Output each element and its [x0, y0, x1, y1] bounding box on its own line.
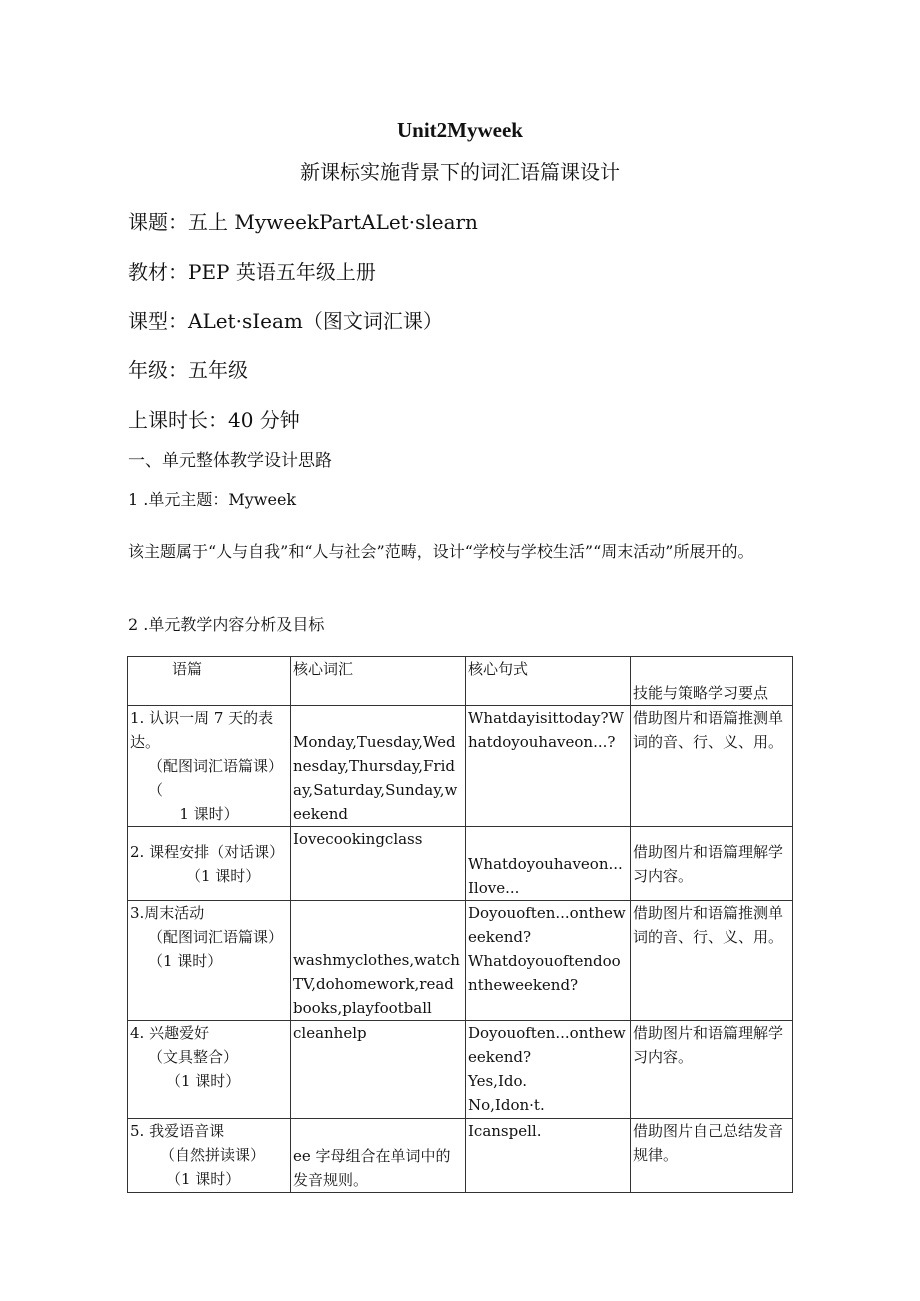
item-content-analysis: 2 .单元教学内容分析及目标: [128, 615, 325, 634]
row-text-cell: 1. 认识一周 7 天的表达。 （配图词汇语篇课）（ 1 课时）: [128, 706, 291, 827]
row-sentence-cell: Whatdoyouhaveon... Ilove...: [466, 827, 631, 901]
table-row: [128, 827, 793, 901]
table-row: [128, 706, 793, 827]
meta-topic: 课题：五上 MyweekPartALet·slearn: [128, 210, 478, 234]
header-cell: 核心词汇: [291, 657, 466, 706]
item-unit-theme: 1 .单元主题：Myweek: [128, 490, 297, 509]
meta-grade: 年级：五年级: [128, 358, 248, 382]
meta-textbook: 教材：PEP 英语五年级上册: [128, 260, 376, 284]
meta-lesson-type: 课型：ALet·sIeam（图文词汇课）: [128, 309, 443, 333]
table-header-row: [128, 657, 793, 706]
row-skills-cell: 借助图片和语篇理解学习内容。: [631, 1021, 793, 1119]
row-vocab-cell: ee 字母组合在单词中的发音规则。: [291, 1119, 466, 1193]
row-skills-cell: 借助图片和语篇理解学习内容。: [631, 827, 793, 901]
row-vocab-cell: Monday,Tuesday,Wednesday,Thursday,Friday,Saturday,Sunday,weekend: [291, 706, 466, 827]
section-heading: 一、单元整体教学设计思路: [128, 451, 332, 471]
row-sentence-cell: Doyouoften...ontheweekend? Whatdoyouoftendoontheweekend?: [466, 901, 631, 1021]
table-row: [128, 1021, 793, 1119]
theme-paragraph: 该主题属于“人与自我”和“人与社会”范畴，设计“学校与学校生活”“周末活动”所展开的。: [128, 542, 754, 561]
unit-content-table: [127, 656, 793, 1193]
row-vocab-cell: washmyclothes,watchTV,dohomework,readbooks,playfootball: [291, 901, 466, 1021]
row-text-cell: 4. 兴趣爱好 （文具整合） （1 课时）: [128, 1021, 291, 1119]
table-row: [128, 1119, 793, 1193]
header-cell: 语篇: [128, 657, 291, 706]
row-text-cell: 2. 课程安排（对话课） （1 课时）: [128, 827, 291, 901]
row-sentence-cell: Icanspell.: [466, 1119, 631, 1193]
row-sentence-cell: Doyouoften...ontheweekend? Yes,Ido. No,Idon·t.: [466, 1021, 631, 1119]
row-vocab-cell: cleanhelp: [291, 1021, 466, 1119]
meta-duration: 上课时长：40 分钟: [128, 408, 300, 432]
table-row: [128, 901, 793, 1021]
row-vocab-cell: Iovecookingclass: [291, 827, 466, 901]
row-sentence-cell: Whatdayisittoday?Whatdoyouhaveon...?: [466, 706, 631, 827]
row-text-cell: 3.周末活动 （配图词汇语篇课） （1 课时）: [128, 901, 291, 1021]
row-skills-cell: 借助图片自己总结发音规律。: [631, 1119, 793, 1193]
document-subtitle: 新课标实施背景下的词汇语篇课设计: [300, 160, 620, 184]
row-skills-cell: 借助图片和语篇推测单词的音、行、义、用。: [631, 901, 793, 1021]
document-title: Unit2Myweek: [397, 118, 523, 142]
header-cell: 核心句式: [466, 657, 631, 706]
row-skills-cell: 借助图片和语篇推测单词的音、行、义、用。: [631, 706, 793, 827]
row-text-cell: 5. 我爱语音课 （自然拼读课） （1 课时）: [128, 1119, 291, 1193]
header-cell: 技能与策略学习要点: [631, 657, 793, 706]
